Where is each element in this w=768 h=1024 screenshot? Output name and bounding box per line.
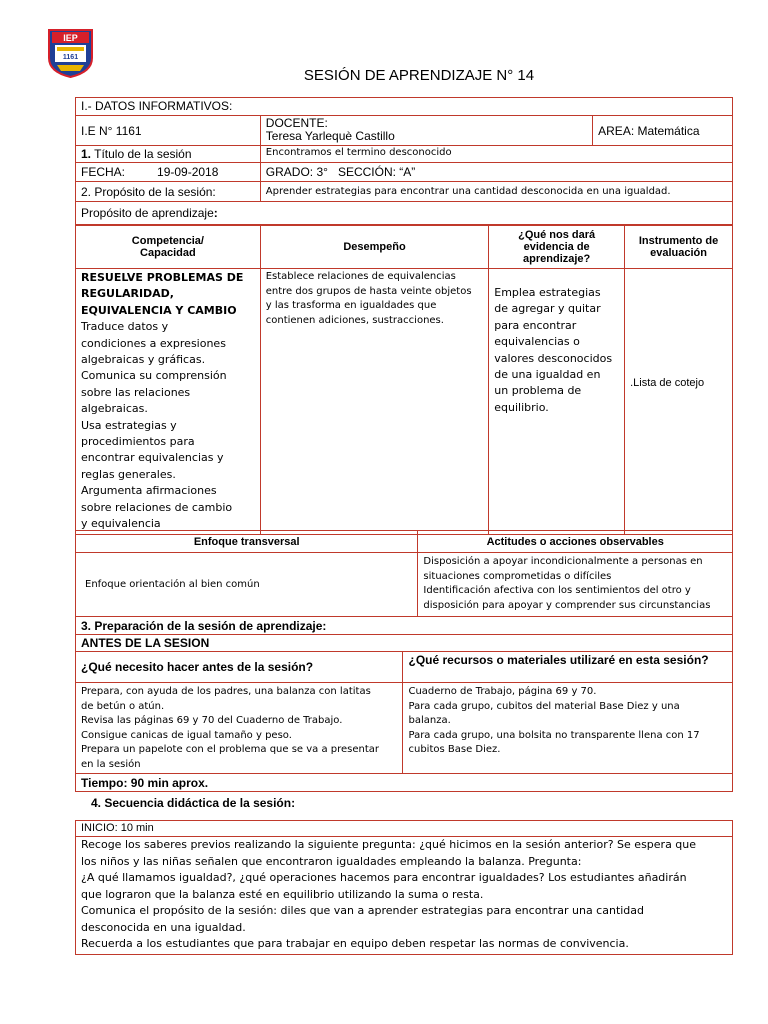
preparacion-header: 3. Preparación de la sesión de aprendizaje: <box>76 617 733 635</box>
competencia-line: Traduce datos y <box>81 320 169 334</box>
competencia-cell <box>76 269 261 535</box>
secuencia-title: 4. Secuencia didáctica de la sesión: <box>91 796 296 810</box>
evidencia-line: un problema de <box>494 384 582 398</box>
inicio-line: que lograron que la balanza esté en equilibrio utilizando la suma o resta. <box>81 887 484 901</box>
competencia-line: algebraicas y gráficas. <box>81 353 206 367</box>
page-title: SESIÓN DE APRENDIZAJE N° 14 <box>303 67 535 84</box>
competencia-line: reglas generales. <box>81 467 176 481</box>
evidencia-line: para encontrar <box>494 318 577 332</box>
evidencia-line: Emplea estrategias <box>494 286 601 299</box>
proposito-aprendizaje-label: Propósito de aprendizaje <box>81 206 214 220</box>
prep-left-line: de betún o atún. <box>81 700 165 712</box>
desempeno-cell <box>260 269 489 535</box>
prep-right-line: Para cada grupo, cubitos del material Base Diez y una <box>408 700 680 712</box>
question-left: ¿Qué necesito hacer antes de la sesión? <box>76 652 403 683</box>
tiempo-cell: Tiempo: 90 min aprox. <box>76 774 733 792</box>
docente-label: DOCENTE: <box>265 116 328 130</box>
proposito-aprendizaje-colon: : <box>213 206 218 220</box>
enfoque-table <box>75 530 733 617</box>
prep-right-cell <box>403 683 733 774</box>
enfoque-value: Enfoque orientación al bien común <box>76 553 418 617</box>
competencia-line: encontrar equivalencias y <box>81 451 224 465</box>
actitudes-line: Identificación afectiva con los sentimientos del otro y <box>423 585 691 596</box>
prep-right-line: Para cada grupo, una bolsita no transparente llena con 17 <box>408 729 700 741</box>
competencia-table <box>75 225 733 535</box>
competencia-line: sobre las relaciones <box>81 385 191 399</box>
grado-cell <box>260 163 732 182</box>
header-desempeno: Desempeño <box>260 226 489 269</box>
question-right: ¿Qué recursos o materiales utilizaré en esta sesión? <box>403 652 733 683</box>
competencia-line: REGULARIDAD, <box>81 287 174 301</box>
competencia-line: y equivalencia <box>81 517 161 531</box>
prep-left-line: Prepara, con ayuda de los padres, una balanza con latitas <box>81 686 371 697</box>
prep-right-line: Cuaderno de Trabajo, página 69 y 70. <box>408 686 597 697</box>
actitudes-line: disposición para apoyar y comprender sus circunstancias <box>423 599 711 611</box>
fecha-label: FECHA: <box>81 165 126 179</box>
desempeno-line: Establece relaciones de equivalencias <box>265 271 456 282</box>
fecha-value: 19-09-2018 <box>157 165 219 179</box>
competencia-line: condiciones a expresiones <box>81 336 226 350</box>
evidencia-line: equivalencias o <box>494 335 580 349</box>
inicio-table <box>75 820 733 955</box>
header-instrumento: Instrumento de evaluación <box>625 226 733 269</box>
inicio-line: Comunica el propósito de la sesión: diles que van a aprender estrategias para encontrar una cantidad <box>81 904 645 917</box>
seccion-value: SECCIÓN: “A” <box>337 165 416 179</box>
competencia-line: procedimientos para <box>81 435 195 449</box>
fecha-cell <box>76 163 261 182</box>
titulo-value: Encontramos el termino desconocido <box>260 146 732 163</box>
competencia-line: Comunica su comprensión <box>81 369 227 383</box>
preparacion-table <box>75 616 733 792</box>
evidencia-line: equilibrio. <box>494 400 549 414</box>
datos-table <box>75 97 733 225</box>
evidencia-cell <box>489 269 625 535</box>
competencia-line: Usa estrategias y <box>81 418 177 432</box>
proposito-value: Aprender estrategias para encontrar una cantidad desconocida en una igualdad. <box>260 182 732 202</box>
proposito-label: 2. Propósito de la sesión: <box>76 182 261 202</box>
inicio-body <box>76 837 733 955</box>
prep-left-line: Consigue canicas de igual tamaño y peso. <box>81 729 292 741</box>
competencia-line: algebraicas. <box>81 402 148 416</box>
competencia-line: RESUELVE PROBLEMAS DE <box>81 271 244 284</box>
docente-cell <box>260 116 592 146</box>
competencia-line: EQUIVALENCIA Y CAMBIO <box>81 303 237 317</box>
titulo-label-cell <box>76 146 261 163</box>
proposito-aprendizaje-cell <box>76 202 733 225</box>
inicio-line: desconocida en una igualdad. <box>81 920 246 934</box>
inicio-line: ¿A qué llamamos igualdad?, ¿qué operaciones hacemos para encontrar igualdades? Los estudiantes añadirán <box>81 871 687 884</box>
desempeno-line: contienen adiciones, sustracciones. <box>265 314 444 326</box>
evidencia-line: valores desconocidos <box>494 351 613 365</box>
grado-value: GRADO: 3° <box>265 165 328 179</box>
inicio-line: Recuerda a los estudiantes que para trabajar en equipo deben respetar las normas de convivencia. <box>81 937 629 950</box>
evidencia-line: de agregar y quitar <box>494 302 601 316</box>
actitudes-header: Actitudes o acciones observables <box>418 531 733 553</box>
header-evidencia: ¿Qué nos dará evidencia de aprendizaje? <box>489 226 625 269</box>
actitudes-line: Disposición a apoyar incondicionalmente a personas en <box>423 556 703 567</box>
logo-text-iep: IEP <box>63 33 78 43</box>
logo-text-number: 1161 <box>62 54 79 61</box>
desempeno-line: y las trasforma en igualdades que <box>265 300 437 311</box>
competencia-line: Argumenta afirmaciones <box>81 484 217 498</box>
prep-right-line: balanza. <box>408 715 451 726</box>
desempeno-line: entre dos grupos de hasta veinte objetos <box>265 285 472 297</box>
titulo-label: Título de la sesión <box>91 147 192 161</box>
prep-right-line: cubitos Base Diez. <box>408 744 501 755</box>
enfoque-header: Enfoque transversal <box>76 531 418 553</box>
prep-left-line: en la sesión <box>81 758 141 770</box>
inicio-line: Recoge los saberes previos realizando la siguiente pregunta: ¿qué hicimos en la sesión anterior? Se espera que <box>81 838 697 851</box>
docente-name: Teresa Yarlequè Castillo <box>265 129 395 143</box>
datos-header: I.- DATOS INFORMATIVOS: <box>76 98 733 116</box>
inicio-line: los niños y las niñas señalen que encontraron igualdades empleando la balanza. Pregunta: <box>81 854 582 868</box>
competencia-line: sobre relaciones de cambio <box>81 500 233 514</box>
actitudes-line: situaciones comprometidas o difíciles <box>423 570 612 582</box>
actitudes-cell <box>418 553 733 617</box>
prep-left-line: Prepara un papelote con el problema que se va a presentar <box>81 744 380 755</box>
evidencia-line: de una igualdad en <box>494 368 601 382</box>
instrumento-cell <box>625 269 733 535</box>
titulo-number: 1. <box>81 147 92 161</box>
header-competencia: Competencia/ Capacidad <box>76 226 261 269</box>
instrumento-value: .Lista de cotejo <box>630 377 705 389</box>
area-cell: AREA: Matemática <box>593 116 733 146</box>
prep-left-line: Revisa las páginas 69 y 70 del Cuaderno de Trabajo. <box>81 715 343 726</box>
prep-left-cell <box>76 683 403 774</box>
antes-header: ANTES DE LA SESION <box>76 635 733 652</box>
inicio-header: INICIO: 10 min <box>76 821 733 837</box>
ie-cell: I.E N° 1161 <box>76 116 261 146</box>
